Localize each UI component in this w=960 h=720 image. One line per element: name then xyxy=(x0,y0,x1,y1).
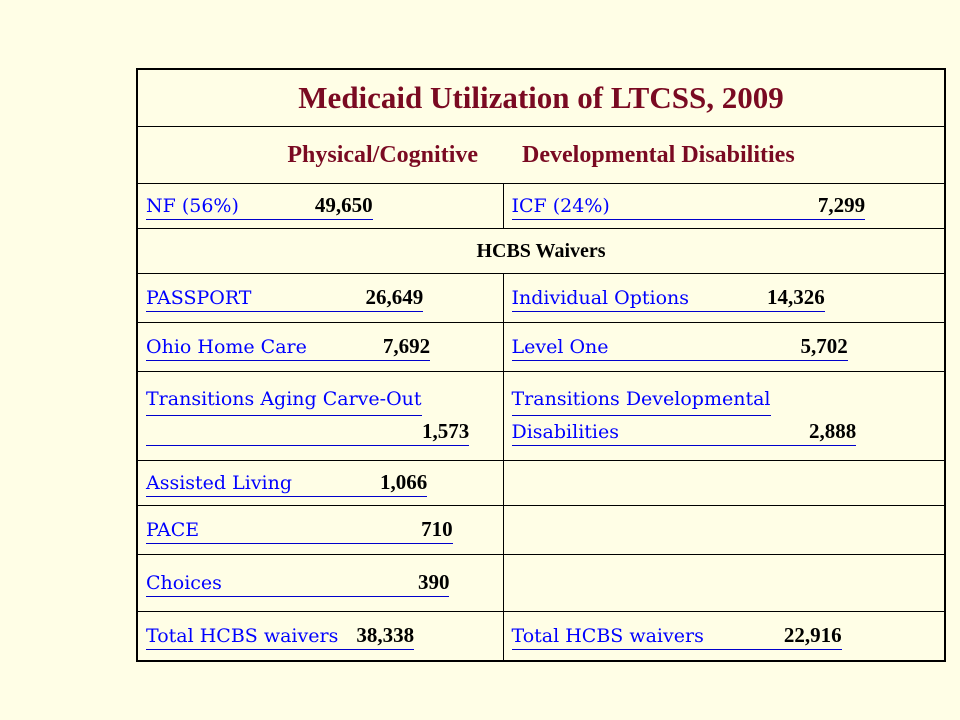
total-right-label: Total HCBS waivers xyxy=(511,624,704,647)
cell-individual-options xyxy=(503,274,945,323)
ohio-home-care-label: Ohio Home Care xyxy=(146,335,307,358)
link-individual-options[interactable] xyxy=(512,284,825,312)
cell-pace xyxy=(137,506,503,555)
link-assisted-living[interactable] xyxy=(146,469,427,497)
cell-total-right xyxy=(503,612,945,662)
link-total-left[interactable] xyxy=(146,622,414,650)
total-left-value: 38,338 xyxy=(356,622,415,647)
cell-empty-3 xyxy=(503,555,945,612)
cell-transitions-aging xyxy=(137,372,503,461)
transitions-aging-label: Transitions Aging Carve-Out xyxy=(146,385,422,415)
cell-level-one xyxy=(503,323,945,372)
cell-nf xyxy=(137,184,503,229)
assisted-living-label: Assisted Living xyxy=(146,471,293,494)
link-choices[interactable] xyxy=(146,569,449,597)
cell-empty-1 xyxy=(503,461,945,506)
icf-label: ICF (24%) xyxy=(511,194,610,217)
subheader-physical-cognitive: Physical/Cognitive xyxy=(287,141,479,168)
total-left-label: Total HCBS waivers xyxy=(146,624,339,647)
cell-assisted-living xyxy=(137,461,503,506)
icf-value: 7,299 xyxy=(817,192,866,217)
table-title: Medicaid Utilization of LTCSS, 2009 xyxy=(137,69,945,127)
transitions-aging-value: 1,573 xyxy=(422,418,470,443)
passport-label: PASSPORT xyxy=(146,286,252,309)
subheader-developmental-disabilities: Developmental Disabilities xyxy=(522,141,795,168)
cell-empty-2 xyxy=(503,506,945,555)
link-nf[interactable] xyxy=(146,192,373,220)
link-transitions-aging[interactable] xyxy=(146,385,495,446)
cell-icf xyxy=(503,184,945,229)
passport-value: 26,649 xyxy=(365,284,424,309)
link-ohio-home-care[interactable] xyxy=(146,333,430,361)
individual-options-label: Individual Options xyxy=(511,286,690,309)
ltcss-table xyxy=(136,68,946,662)
pace-value: 710 xyxy=(421,516,453,541)
link-transitions-dd[interactable] xyxy=(512,385,937,446)
cell-transitions-dd xyxy=(503,372,945,461)
transitions-dd-label-line1: Transitions Developmental xyxy=(512,385,771,415)
hcbs-waivers-header: HCBS Waivers xyxy=(137,229,945,274)
nf-value: 49,650 xyxy=(314,192,373,217)
link-total-right[interactable] xyxy=(512,622,842,650)
column-subheaders xyxy=(137,127,945,184)
cell-total-left xyxy=(137,612,503,662)
assisted-living-value: 1,066 xyxy=(380,469,428,494)
level-one-label: Level One xyxy=(511,335,609,358)
pace-label: PACE xyxy=(146,518,200,541)
choices-label: Choices xyxy=(146,571,222,594)
level-one-value: 5,702 xyxy=(800,333,848,358)
transitions-dd-value: 2,888 xyxy=(809,418,857,443)
link-level-one[interactable] xyxy=(512,333,848,361)
total-right-value: 22,916 xyxy=(783,622,842,647)
nf-label: NF (56%) xyxy=(146,194,239,217)
cell-choices xyxy=(137,555,503,612)
link-pace[interactable] xyxy=(146,516,453,544)
cell-ohio-home-care xyxy=(137,323,503,372)
individual-options-value: 14,326 xyxy=(767,284,825,309)
transitions-dd-label-line2: Disabilities xyxy=(511,420,619,443)
choices-value: 390 xyxy=(417,569,450,594)
link-icf[interactable] xyxy=(512,192,866,220)
ohio-home-care-value: 7,692 xyxy=(382,333,431,358)
link-passport[interactable] xyxy=(146,284,423,312)
cell-passport xyxy=(137,274,503,323)
